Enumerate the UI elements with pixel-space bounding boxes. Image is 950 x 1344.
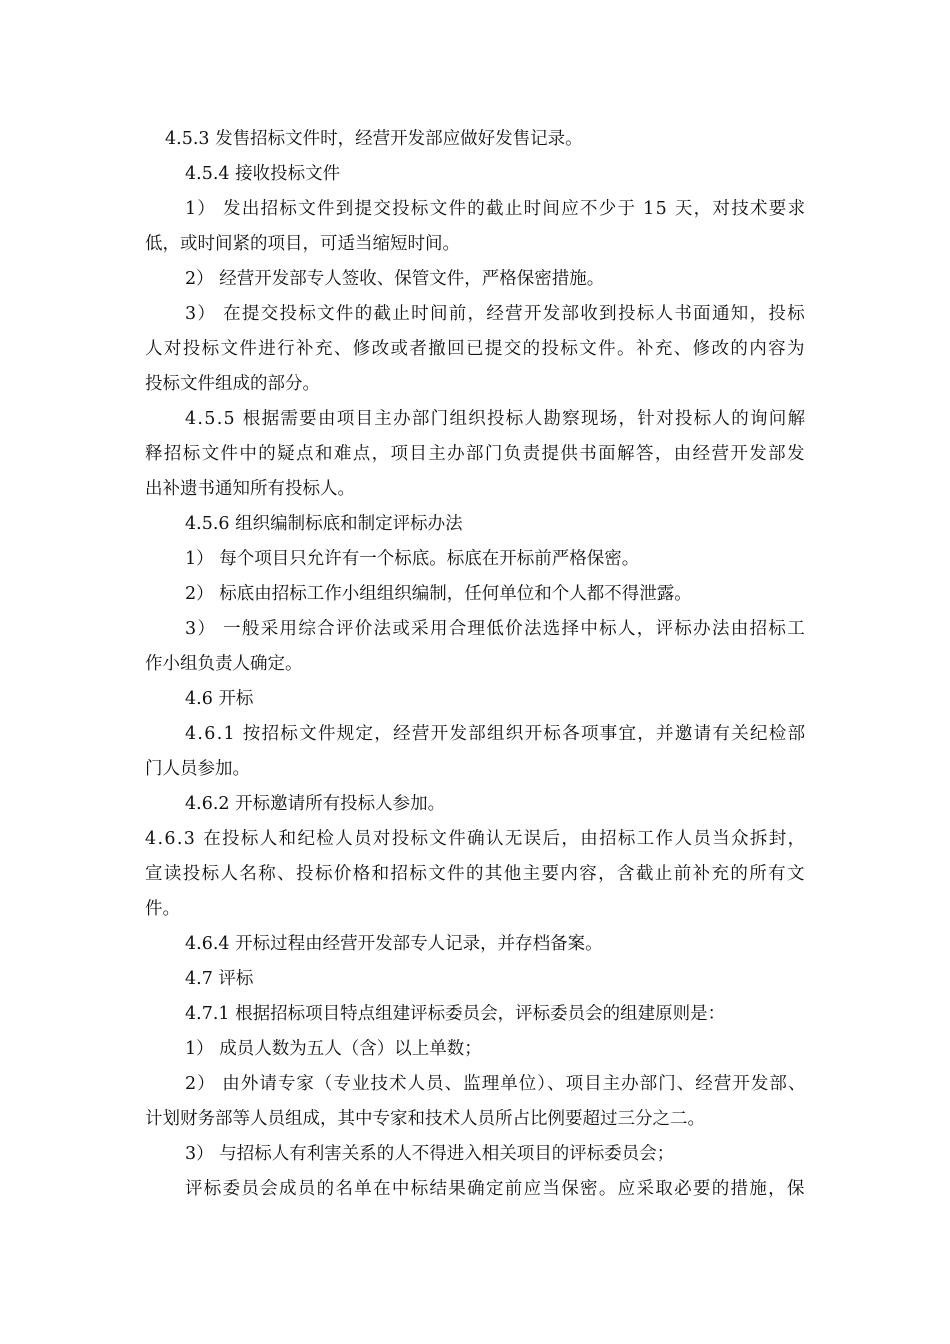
text-line: 4.6.4 开标过程由经营开发部专人记录，并存档备案。 (185, 934, 603, 954)
text-line: 3） 一般采用综合评价法或采用合理低价法选择中标人，评标办法由招标工 (185, 619, 806, 639)
text-line: 释招标文件中的疑点和难点，项目主办部门负责提供书面解答，由经营开发部发 (145, 444, 806, 464)
text-line: 评标委员会成员的名单在中标结果确定前应当保密。应采取必要的措施，保 (185, 1179, 806, 1199)
text-line: 4.7.1 根据招标项目特点组建评标委员会，评标委员会的组建原则是： (185, 1004, 726, 1024)
text-line: 人对投标文件进行补充、修改或者撤回已提交的投标文件。补充、修改的内容为 (145, 339, 806, 359)
text-line: 2） 经营开发部专人签收、保管文件，严格保密措施。 (185, 269, 605, 289)
text-line: 计划财务部等人员组成，其中专家和技术人员所占比例要超过三分之二。 (145, 1109, 705, 1129)
text-line: 宣读投标人名称、投标价格和招标文件的其他主要内容，含截止前补充的所有文 (145, 864, 806, 884)
text-line: 1） 成员人数为五人（含）以上单数； (185, 1039, 482, 1059)
text-line: 4.6.2 开标邀请所有投标人参加。 (185, 794, 446, 814)
text-line: 4.5.5 根据需要由项目主办部门组织投标人勘察现场，针对投标人的询问解 (185, 409, 807, 429)
text-line: 门人员参加。 (145, 759, 250, 779)
text-line: 3） 在提交投标文件的截止时间前，经营开发部收到投标人书面通知，投标 (185, 304, 806, 324)
text-line: 4.6.1 按招标文件规定，经营开发部组织开标各项事宜，并邀请有关纪检部 (185, 724, 807, 744)
text-line: 出补遗书通知所有投标人。 (145, 479, 355, 499)
text-line: 4.6 开标 (185, 689, 254, 709)
text-line: 4.7 评标 (185, 969, 254, 989)
text-line: 4.6.3 在投标人和纪检人员对投标文件确认无误后，由招标工作人员当众拆封， (145, 829, 807, 849)
text-line: 4.5.3 发售招标文件时，经营开发部应做好发售记录。 (165, 129, 583, 149)
text-line: 4.5.4 接收投标文件 (185, 164, 341, 184)
text-line: 投标文件组成的部分。 (145, 374, 320, 394)
text-line: 2） 由外请专家（专业技术人员、监理单位）、项目主办部门、经营开发部、 (185, 1074, 807, 1094)
text-line: 件。 (145, 899, 180, 919)
text-line: 4.5.6 组织编制标底和制定评标办法 (185, 514, 463, 534)
text-line: 2） 标底由招标工作小组组织编制，任何单位和个人都不得泄露。 (185, 584, 692, 604)
text-line: 作小组负责人确定。 (145, 654, 303, 674)
text-line: 1） 每个项目只允许有一个标底。标底在开标前严格保密。 (185, 549, 640, 569)
text-line: 低，或时间紧的项目，可适当缩短时间。 (145, 234, 460, 254)
text-line: 1） 发出招标文件到提交投标文件的截止时间应不少于 15 天，对技术要求 (185, 199, 807, 219)
text-line: 3） 与招标人有利害关系的人不得进入相关项目的评标委员会； (185, 1144, 675, 1164)
